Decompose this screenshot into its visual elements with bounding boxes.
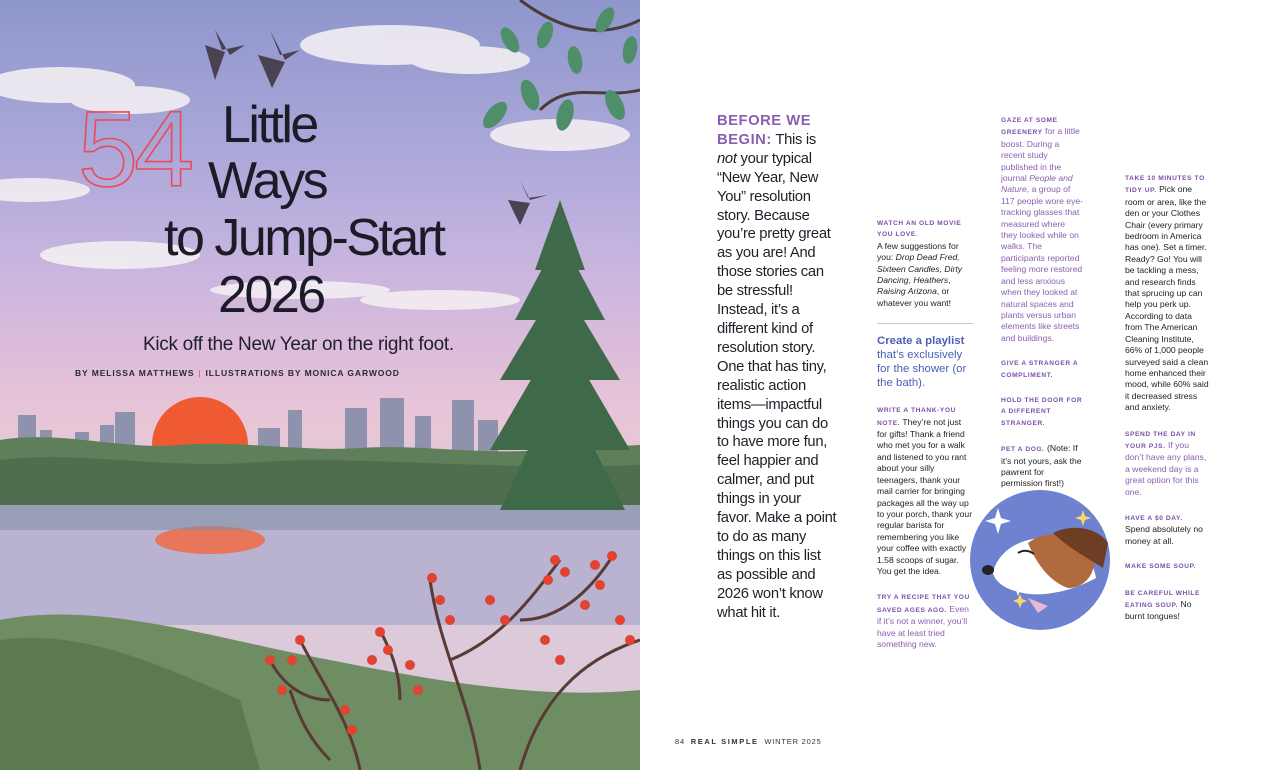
item-text: , or whatever you want! xyxy=(877,286,952,308)
item-heading: HOLD THE DOOR FOR A DIFFERENT STRANGER. xyxy=(1001,396,1083,427)
item-heading: GIVE A STRANGER A COMPLIMENT. xyxy=(1001,360,1078,379)
item-text: If you don’t have any plans, a weekend day is a great option for this one. xyxy=(1125,439,1207,497)
list-item xyxy=(1001,395,1083,429)
item-text: , a group of 117 people wore eye-tracking glasses that measured where they looked while on walks. The participants reported feeling more restored and less anxious when they looked at natural spaces and plants versus urban elements like streets and buildings. xyxy=(1001,184,1084,343)
item-heading: PET A DOG. xyxy=(1001,446,1045,454)
intro-kicker: BEFORE WE BEGIN: xyxy=(717,113,812,148)
page-number: 84 xyxy=(675,737,685,746)
intro-emphasis: not xyxy=(717,150,737,167)
item-text: A few suggestions for you: xyxy=(877,240,959,263)
item-heading: TRY A RECIPE THAT YOU SAVED AGES AGO. xyxy=(877,594,970,614)
item-heading: WATCH AN OLD MOVIE YOU LOVE. xyxy=(877,220,962,239)
movie-titles: Heathers xyxy=(913,275,949,286)
movie-titles: Drop Dead Fred, Sixteen Candles, Dirty Dancing xyxy=(877,252,963,286)
byline-illustrator: ILLUSTRATIONS BY MONICA GARWOOD xyxy=(205,368,400,378)
item-text: Pick one room or area, like the den or your Clothes Chair (every primary bedroom in America has one). Set a timer. Ready? Go! You will be tackling a mess, and research finds that sprucing up can help you perk up. According to data from The American Cleaning Institute, 66% of 1,000 people surveyed said a clean home enhanced their mood, while 60% said it decreased stress and anxiety. xyxy=(1125,184,1209,413)
issue-date: WINTER 2025 xyxy=(764,737,822,746)
punct: , xyxy=(908,275,914,286)
subtitle: Kick off the New Year on the right foot. xyxy=(143,334,454,355)
item-heading: MAKE SOME SOUP. xyxy=(1125,563,1197,571)
list-item xyxy=(1001,358,1083,381)
byline-author: BY MELISSA MATTHEWS xyxy=(75,368,195,378)
list-item xyxy=(1125,561,1209,572)
title-line-3: to Jump-Start xyxy=(164,209,444,267)
intro-text-b: your typical “New Year, New You” resolution story. Because you’re pretty great as you are! And those stories can be stressful! Instead, it’s a different kind of resolution story. One that has tiny, realistic action items—impactful things you can do to have more fun, feel happier and calmer, and put things in your favor. Make a point to do as many things on this list as possible and 2026 won’t know what hit it. xyxy=(717,150,837,621)
page-folio xyxy=(675,737,822,746)
item-text: Even if it’s not a winner, you’ll have at least tried something new. xyxy=(877,603,969,649)
divider xyxy=(877,323,973,324)
item-heading: SPEND THE DAY IN YOUR PJS. xyxy=(1125,430,1196,450)
column-3 xyxy=(1125,172,1209,637)
byline xyxy=(75,368,400,378)
list-item xyxy=(877,404,973,577)
journal-title: People and Nature xyxy=(1001,173,1073,195)
byline-separator: | xyxy=(198,368,202,378)
list-item xyxy=(1125,428,1209,498)
title-number: 54 xyxy=(78,88,191,209)
item-heading: WRITE A THANK-YOU NOTE. xyxy=(877,407,956,427)
item-text: for a little boost. During a recent study published in the journal xyxy=(1001,126,1080,184)
item-heading: TAKE 10 MINUTES TO TIDY UP. xyxy=(1125,175,1205,195)
column-1 xyxy=(877,218,973,664)
list-item xyxy=(1001,114,1083,344)
intro-paragraph xyxy=(717,112,837,622)
item-heading: GAZE AT SOME GREENERY xyxy=(1001,117,1058,137)
title-line-4: 2026 xyxy=(218,266,324,324)
column-2 xyxy=(1001,114,1083,504)
title-line-2: Ways xyxy=(208,152,327,210)
item-heading: BE CAREFUL WHILE EATING SOUP. xyxy=(1125,589,1201,609)
list-item xyxy=(1001,443,1083,490)
magazine-name: REAL SIMPLE xyxy=(690,737,759,746)
punct: , xyxy=(948,275,951,286)
pull-quote-lead: Create a playlist xyxy=(877,335,965,348)
item-text: They’re not just for gifts! Thank a friend who met you for a walk and listened to you rant about your silly teenagers, thank your mail carrier for bringing packages all the way up to your porch, thank your regular barista for remembering you like your coffee with exactly 1.58 scoops of sugar. You get the idea. xyxy=(877,416,973,576)
item-text: Spend absolutely no money at all. xyxy=(1125,524,1203,546)
list-item xyxy=(877,591,973,650)
list-item xyxy=(1125,587,1209,623)
dog-illustration xyxy=(968,488,1113,633)
title-line-1: Little xyxy=(222,96,317,154)
movie-titles: Raising Arizona xyxy=(877,286,937,297)
list-item xyxy=(1125,172,1209,414)
item-text: (Note: If it’s not yours, ask the pawrent for permission first!) xyxy=(1001,443,1082,489)
list-item xyxy=(1125,512,1209,547)
intro-text-a: This is xyxy=(771,131,816,148)
item-text: No burnt tongues! xyxy=(1125,599,1192,622)
pull-quote-body: that’s exclusively for the shower (or the bath). xyxy=(877,349,967,390)
pull-quote xyxy=(877,334,973,390)
list-item xyxy=(877,218,973,309)
item-heading: HAVE A $0 DAY. xyxy=(1125,514,1183,522)
